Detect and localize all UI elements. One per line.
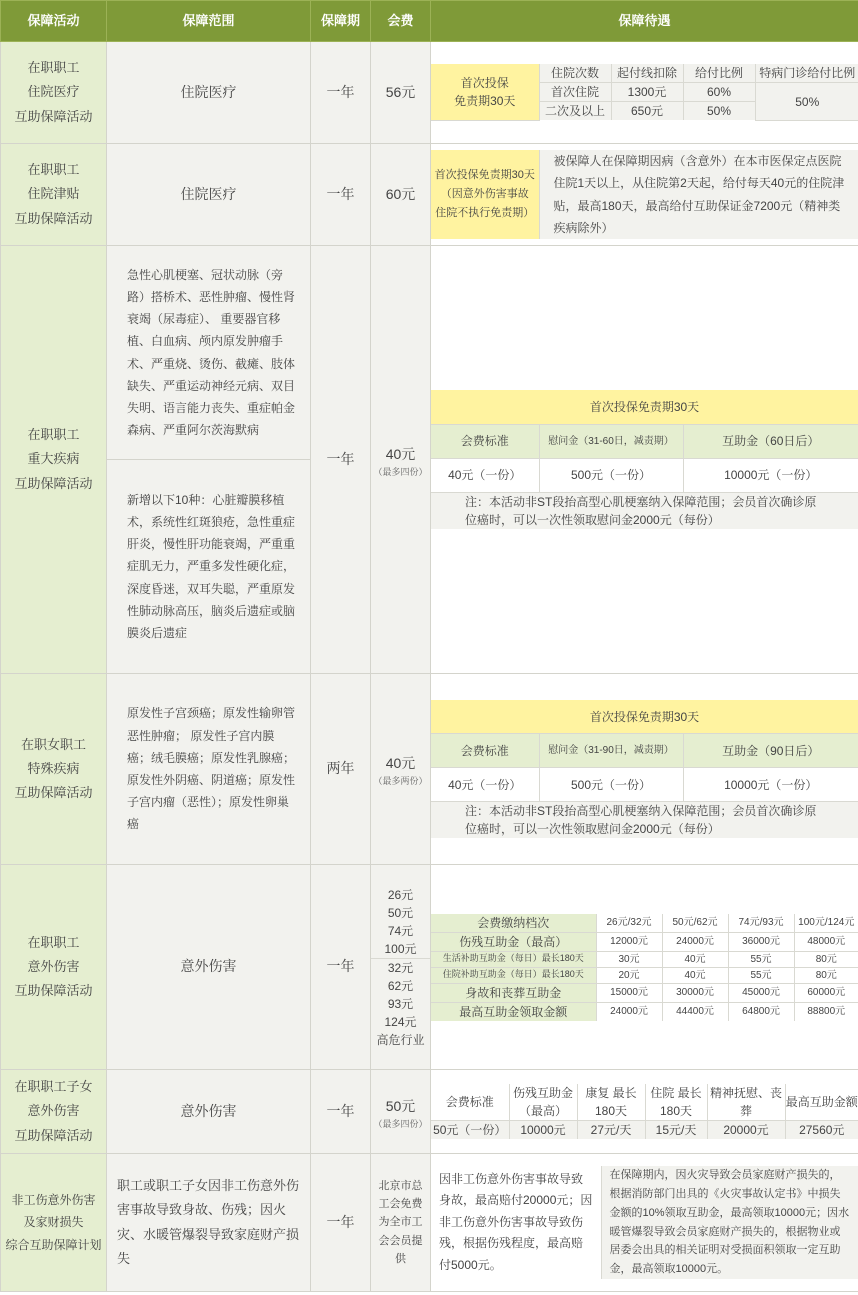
note-text: 注：本活动非ST段抬高型心肌梗塞纳入保障范围；会员首次确诊原位癌时，可以一次性领取慰问金2000元（每份）	[431, 492, 858, 529]
table-cell: 64800元	[728, 1002, 794, 1021]
period-cell: 一年	[311, 42, 371, 144]
period-cell: 一年	[311, 1070, 371, 1154]
col-header: 会费标准	[431, 1084, 509, 1121]
col-header: 会费标准	[431, 424, 539, 458]
activity-line: 互助保障活动	[14, 210, 93, 226]
table-cell: 20000元	[707, 1121, 785, 1140]
benefit-table	[431, 390, 858, 529]
activity-line: 在职女职工	[20, 736, 86, 752]
row-accident	[1, 865, 858, 1070]
scope-cell: 意外伤害	[107, 1070, 311, 1154]
fee-tier-value: 74元	[387, 923, 414, 938]
table-cell: 30000元	[662, 983, 728, 1002]
header-row	[1, 1, 858, 42]
table-cell: 44400元	[662, 1002, 728, 1021]
activity-line: 意外伤害	[27, 958, 80, 974]
fee-note: （最多四份）	[373, 1118, 428, 1129]
exempt-banner: 首次投保免责期30天	[431, 700, 858, 734]
fee-value: 40元	[385, 445, 416, 462]
fee-tier-value: 124元	[384, 1014, 417, 1029]
activity-line: 互助保障活动	[14, 785, 93, 801]
activity-line: 住院津贴	[27, 186, 80, 202]
table-cell: 50元/62元	[662, 914, 728, 933]
col-header: 慰问金（31-60日，减责期）	[539, 424, 683, 458]
col-header: 互助金（90日后）	[683, 734, 858, 768]
benefit-cell	[431, 144, 858, 246]
table-cell: 30元	[596, 951, 662, 967]
table-cell: 10000元（一份）	[683, 458, 858, 492]
period-cell: 一年	[311, 144, 371, 246]
benefit-table	[431, 150, 858, 239]
activity-line: 特殊疾病	[27, 760, 80, 776]
note-text: 注：本活动非ST段抬高型心肌梗塞纳入保障范围；会员首次确诊原位癌时，可以一次性领取慰问金2000元（每份）	[431, 802, 858, 839]
col-header: 康复 最长180天	[577, 1084, 645, 1121]
table-cell: 55元	[728, 951, 794, 967]
table-cell: 24000元	[662, 932, 728, 951]
fee-cell	[371, 1070, 431, 1154]
fee-cell: 北京市总工会免费为全市工会会员提供	[371, 1154, 431, 1292]
table-cell: 650元	[611, 102, 683, 121]
col-header: 伤残互助金（最高）	[509, 1084, 577, 1121]
table-cell: 12000元	[596, 932, 662, 951]
fee-value: 40元	[385, 755, 416, 771]
exempt-line: 免责期30天	[454, 94, 516, 108]
fee-tier-a	[371, 886, 430, 959]
col-header: 住院次数	[539, 64, 611, 83]
col-header: 住院 最长180天	[645, 1084, 707, 1121]
table-cell: 88800元	[794, 1002, 858, 1021]
fee-tier-value: 93元	[387, 996, 414, 1011]
fee-tier-value: 50元	[387, 905, 414, 920]
col-header: 精神抚慰、丧葬	[707, 1084, 785, 1121]
scope-cell: 住院医疗	[107, 144, 311, 246]
row-label: 会费缴纳档次	[431, 914, 596, 933]
row-hospital-allowance	[1, 144, 858, 246]
row-label: 最高互助金领取金额	[431, 1002, 596, 1021]
exempt-cell	[431, 150, 539, 239]
exempt-line: 首次投保免责期30天	[434, 168, 535, 181]
activity-line: 在职职工	[27, 427, 80, 443]
activity-line: 在职职工	[27, 934, 80, 950]
table-cell: 60000元	[794, 983, 858, 1002]
header-scope: 保障范围	[107, 1, 311, 42]
activity-cell	[1, 865, 107, 1070]
death-disability-benefit: 因非工伤意外伤害事故导致身故，最高赔付20000元；因非工伤意外伤害事故导致伤残，根据伤残程度，最高赔付5000元。	[431, 1166, 601, 1278]
activity-line: 非工伤意外伤害	[11, 1193, 96, 1208]
activity-line: 在职职工子女	[14, 1079, 93, 1095]
fee-tier-value: 62元	[387, 978, 414, 993]
col-header: 起付线扣除	[611, 64, 683, 83]
table-cell: 10000元（一份）	[683, 768, 858, 802]
table-cell: 80元	[794, 951, 858, 967]
fee-tier-b	[371, 958, 430, 1049]
scope-list: 急性心肌梗塞、冠状动脉（旁路）搭桥术、恶性肿瘤、慢性肾衰竭（尿毒症）、 重要器官移植、白血病、颅内原发肿瘤手术、严重烧、烫伤、截瘫、肢体缺失、严重运动神经元病、双目失明、语言能力丧失、重症帕金森病、严重阿尔茨海默病	[107, 246, 311, 460]
benefit-table	[431, 914, 858, 1021]
fee-tier-value: 32元	[387, 960, 414, 975]
row-child-accident	[1, 1070, 858, 1154]
table-cell: 50元（一份）	[431, 1121, 509, 1140]
activity-line: 综合互助保障计划	[5, 1237, 102, 1252]
fee-tier-value: 高危行业	[376, 1032, 425, 1047]
activity-cell	[1, 144, 107, 246]
row-non-work-injury	[1, 1154, 858, 1292]
benefit-table	[431, 1166, 858, 1278]
fee-value: 50元	[385, 1097, 416, 1114]
benefit-table	[431, 700, 858, 839]
activity-line: 互助保障活动	[14, 108, 93, 124]
scope-list: 原发性子宫颈癌；原发性输卵管恶性肿瘤； 原发性子宫内膜癌；绒毛膜癌；原发性乳腺癌；原发性外阴癌、阴道癌；原发性子宫内瘤（恶性）；原发性卵巢癌	[107, 674, 311, 865]
activity-cell	[1, 42, 107, 144]
row-critical-illness	[1, 246, 858, 460]
col-header: 最高互助金额	[785, 1084, 858, 1121]
exempt-line: （因意外伤害事故	[440, 187, 529, 200]
period-cell: 一年	[311, 1154, 371, 1292]
header-fee: 会费	[371, 1, 431, 42]
exempt-line: 住院不执行免责期）	[435, 207, 535, 220]
header-benefits: 保障待遇	[431, 1, 858, 42]
col-header: 慰问金（31-90日，减责期）	[539, 734, 683, 768]
table-cell: 48000元	[794, 932, 858, 951]
col-header: 互助金（60日后）	[683, 424, 858, 458]
activity-line: 在职职工	[27, 60, 80, 76]
period-cell: 一年	[311, 246, 371, 674]
scope-cell: 意外伤害	[107, 865, 311, 1070]
activity-line: 互助保障活动	[14, 475, 93, 491]
activity-line: 在职职工	[27, 162, 80, 178]
activity-cell	[1, 674, 107, 865]
table-cell: 50%	[755, 83, 858, 121]
table-cell: 24000元	[596, 1002, 662, 1021]
table-cell: 10000元	[509, 1121, 577, 1140]
benefit-table	[431, 1084, 858, 1139]
table-cell: 15000元	[596, 983, 662, 1002]
period-cell: 两年	[311, 674, 371, 865]
property-loss-benefit: 在保障期内，因火灾导致会员家庭财产损失的，根据消防部门出具的《火灾事故认定书》中损失金额的10%领取互助金，最高领取10000元；因水暖管爆裂导致会员家庭财产损失的，根据物业或居委会出具的相关证明对受损面积领取一定互助金，最高领取10000元。	[601, 1166, 858, 1278]
table-cell: 15元/天	[645, 1121, 707, 1140]
fee-cell	[371, 674, 431, 865]
table-cell: 74元/93元	[728, 914, 794, 933]
fee-note: （最多两份）	[373, 776, 428, 787]
table-cell: 500元（一份）	[539, 768, 683, 802]
benefit-table	[431, 64, 858, 121]
fee-cell	[371, 865, 431, 1070]
header-activity: 保障活动	[1, 1, 107, 42]
fee-note: （最多四份）	[373, 466, 428, 477]
table-cell: 55元	[728, 967, 794, 983]
row-label: 身故和丧葬互助金	[431, 983, 596, 1002]
table-cell: 60%	[683, 83, 755, 102]
table-cell: 40元	[662, 951, 728, 967]
activity-line: 重大疾病	[27, 451, 80, 467]
table-cell: 27560元	[785, 1121, 858, 1140]
table-cell: 1300元	[611, 83, 683, 102]
table-cell: 26元/32元	[596, 914, 662, 933]
table-cell: 二次及以上	[539, 102, 611, 121]
benefit-cell	[431, 246, 858, 674]
benefit-description: 被保障人在保障期因病（含意外）在本市医保定点医院住院1天以上，从住院第2天起，给付每天40元的住院津贴，最高180天，最高给付互助保证金7200元（精神类疾病除外）	[539, 150, 858, 239]
activity-cell	[1, 1154, 107, 1292]
row-label: 伤残互助金（最高）	[431, 932, 596, 951]
fee-cell: 60元	[371, 144, 431, 246]
row-label: 生活补助互助金（每日）最长180天	[431, 951, 596, 967]
table-cell: 100元/124元	[794, 914, 858, 933]
table-cell: 500元（一份）	[539, 458, 683, 492]
fee-tiers	[371, 886, 430, 1049]
activity-line: 互助保障活动	[14, 1127, 93, 1143]
table-cell: 27元/天	[577, 1121, 645, 1140]
scope-cell: 职工或职工子女因非工伤意外伤害事故导致身故、伤残；因火灾、水暖管爆裂导致家庭财产损失	[107, 1154, 311, 1292]
exempt-banner: 首次投保免责期30天	[431, 390, 858, 424]
activity-line: 意外伤害	[27, 1103, 80, 1119]
benefit-cell	[431, 674, 858, 865]
fee-cell	[371, 246, 431, 674]
col-header: 会费标准	[431, 734, 539, 768]
col-header: 给付比例	[683, 64, 755, 83]
scope-cell: 住院医疗	[107, 42, 311, 144]
fee-tier-value: 100元	[384, 941, 417, 956]
fee-cell: 56元	[371, 42, 431, 144]
table-cell: 36000元	[728, 932, 794, 951]
benefit-cell	[431, 1154, 858, 1292]
row-hospital-medical	[1, 42, 858, 144]
fee-tier-value: 26元	[387, 887, 414, 902]
benefit-cell	[431, 865, 858, 1070]
table-cell: 50%	[683, 102, 755, 121]
table-cell: 首次住院	[539, 83, 611, 102]
table-cell: 80元	[794, 967, 858, 983]
table-cell: 40元（一份）	[431, 768, 539, 802]
period-cell: 一年	[311, 865, 371, 1070]
col-header: 特病门诊给付比例	[755, 64, 858, 83]
exempt-line: 首次投保	[460, 76, 509, 90]
benefit-cell	[431, 1070, 858, 1154]
header-period: 保障期	[311, 1, 371, 42]
activity-line: 住院医疗	[27, 84, 80, 100]
table-cell: 40元	[662, 967, 728, 983]
row-label: 住院补助互助金（每日）最长180天	[431, 967, 596, 983]
scope-list-extra: 新增以下10种：心脏瓣膜移植术，系统性红斑狼疮，急性重症肝炎，慢性肝功能衰竭，严重重症肌无力，严重多发性硬化症，深度昏迷，双耳失聪，严重原发性肺动脉高压，脑炎后遗症或脑膜炎后遗症	[107, 460, 311, 674]
table-cell: 45000元	[728, 983, 794, 1002]
benefit-cell	[431, 42, 858, 144]
activity-cell	[1, 246, 107, 674]
table-cell: 40元（一份）	[431, 458, 539, 492]
table-cell: 20元	[596, 967, 662, 983]
activity-line: 互助保障活动	[14, 983, 93, 999]
exempt-cell	[431, 64, 539, 120]
activity-cell	[1, 1070, 107, 1154]
row-female-illness	[1, 674, 858, 865]
activity-line: 及家财损失	[23, 1215, 84, 1230]
